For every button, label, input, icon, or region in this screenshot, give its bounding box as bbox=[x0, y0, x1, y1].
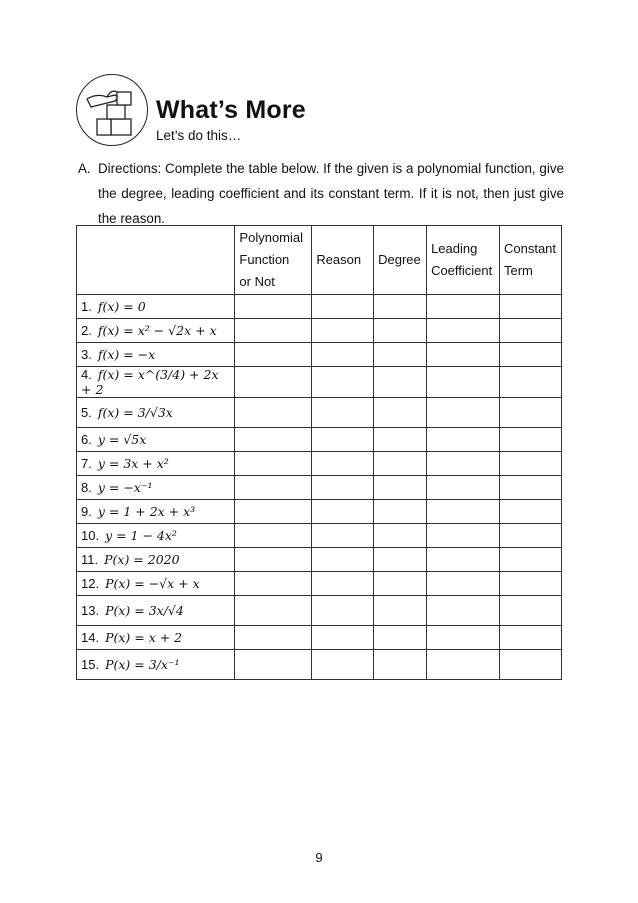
table-row bbox=[77, 626, 562, 650]
function-expression: y = 1 − 4x² bbox=[105, 528, 177, 543]
polynomial-answer-cell[interactable] bbox=[235, 650, 312, 680]
leading-coefficient-answer-cell[interactable] bbox=[427, 548, 500, 572]
degree-answer-cell[interactable] bbox=[374, 343, 427, 367]
leading-coefficient-answer-cell[interactable] bbox=[427, 343, 500, 367]
reason-answer-cell[interactable] bbox=[312, 367, 374, 398]
function-expression: P(x) = −√x + x bbox=[105, 576, 200, 591]
leading-coefficient-answer-cell[interactable] bbox=[427, 572, 500, 596]
item-number: 11. bbox=[81, 552, 99, 567]
constant-term-answer-cell[interactable] bbox=[499, 343, 561, 367]
constant-term-answer-cell[interactable] bbox=[499, 572, 561, 596]
item-number: 7. bbox=[81, 456, 92, 471]
polynomial-answer-cell[interactable] bbox=[235, 524, 312, 548]
item-number: 13. bbox=[81, 603, 100, 618]
table-body bbox=[77, 295, 562, 680]
reason-answer-cell[interactable] bbox=[312, 428, 374, 452]
leading-coefficient-answer-cell[interactable] bbox=[427, 596, 500, 626]
function-cell bbox=[77, 428, 235, 452]
header-polynomial-function: Polynomial Function or Not bbox=[235, 226, 312, 295]
leading-coefficient-answer-cell[interactable] bbox=[427, 398, 500, 428]
degree-answer-cell[interactable] bbox=[374, 428, 427, 452]
degree-answer-cell[interactable] bbox=[374, 524, 427, 548]
building-blocks-icon bbox=[76, 74, 148, 146]
constant-term-answer-cell[interactable] bbox=[499, 596, 561, 626]
degree-answer-cell[interactable] bbox=[374, 476, 427, 500]
function-cell bbox=[77, 524, 235, 548]
function-cell bbox=[77, 626, 235, 650]
constant-term-answer-cell[interactable] bbox=[499, 626, 561, 650]
item-number: 4. bbox=[81, 367, 92, 382]
function-cell bbox=[77, 343, 235, 367]
degree-answer-cell[interactable] bbox=[374, 572, 427, 596]
item-number: 14. bbox=[81, 630, 100, 645]
function-expression: f(x) = 0 bbox=[97, 299, 146, 314]
function-cell bbox=[77, 650, 235, 680]
constant-term-answer-cell[interactable] bbox=[499, 295, 561, 319]
table-row bbox=[77, 548, 562, 572]
polynomial-answer-cell[interactable] bbox=[235, 428, 312, 452]
table-row bbox=[77, 367, 562, 398]
constant-term-answer-cell[interactable] bbox=[499, 319, 561, 343]
function-expression: P(x) = x + 2 bbox=[105, 630, 183, 645]
leading-coefficient-answer-cell[interactable] bbox=[427, 319, 500, 343]
reason-answer-cell[interactable] bbox=[312, 319, 374, 343]
item-number: 6. bbox=[81, 432, 92, 447]
constant-term-answer-cell[interactable] bbox=[499, 500, 561, 524]
item-number: 9. bbox=[81, 504, 92, 519]
function-expression: f(x) = x^(3/4) + 2x + 2 bbox=[81, 367, 219, 397]
leading-coefficient-answer-cell[interactable] bbox=[427, 367, 500, 398]
reason-answer-cell[interactable] bbox=[312, 398, 374, 428]
polynomial-answer-cell[interactable] bbox=[235, 500, 312, 524]
constant-term-answer-cell[interactable] bbox=[499, 452, 561, 476]
polynomial-answer-cell[interactable] bbox=[235, 319, 312, 343]
polynomial-answer-cell[interactable] bbox=[235, 295, 312, 319]
reason-answer-cell[interactable] bbox=[312, 626, 374, 650]
header-constant-term: Constant Term bbox=[499, 226, 561, 295]
table-row bbox=[77, 319, 562, 343]
function-expression: f(x) = 3/√3x bbox=[97, 405, 173, 420]
degree-answer-cell[interactable] bbox=[374, 650, 427, 680]
degree-answer-cell[interactable] bbox=[374, 548, 427, 572]
function-expression: y = −x⁻¹ bbox=[97, 480, 153, 495]
polynomial-answer-cell[interactable] bbox=[235, 452, 312, 476]
constant-term-answer-cell[interactable] bbox=[499, 476, 561, 500]
function-expression: f(x) = x² − √2x + x bbox=[97, 323, 217, 338]
header-leading-coefficient: Leading Coefficient bbox=[427, 226, 500, 295]
table-row bbox=[77, 452, 562, 476]
header-degree: Degree bbox=[374, 226, 427, 295]
polynomial-answer-cell[interactable] bbox=[235, 343, 312, 367]
reason-answer-cell[interactable] bbox=[312, 343, 374, 367]
table-row bbox=[77, 428, 562, 452]
polynomial-answer-cell[interactable] bbox=[235, 476, 312, 500]
table-row bbox=[77, 524, 562, 548]
degree-answer-cell[interactable] bbox=[374, 367, 427, 398]
leading-coefficient-answer-cell[interactable] bbox=[427, 524, 500, 548]
polynomial-answer-cell[interactable] bbox=[235, 596, 312, 626]
reason-answer-cell[interactable] bbox=[312, 295, 374, 319]
polynomial-table bbox=[76, 225, 562, 680]
section-subtitle: Let’s do this… bbox=[156, 128, 242, 143]
leading-coefficient-answer-cell[interactable] bbox=[427, 650, 500, 680]
leading-coefficient-answer-cell[interactable] bbox=[427, 626, 500, 650]
degree-answer-cell[interactable] bbox=[374, 452, 427, 476]
function-cell bbox=[77, 319, 235, 343]
function-cell bbox=[77, 596, 235, 626]
table-row bbox=[77, 500, 562, 524]
table-row bbox=[77, 476, 562, 500]
table-row bbox=[77, 398, 562, 428]
section-title: What’s More bbox=[156, 96, 306, 124]
function-expression: P(x) = 3x/√4 bbox=[105, 603, 184, 618]
item-number: 5. bbox=[81, 405, 92, 420]
item-number: 12. bbox=[81, 576, 100, 591]
table-row bbox=[77, 295, 562, 319]
degree-answer-cell[interactable] bbox=[374, 319, 427, 343]
item-number: 15. bbox=[81, 657, 100, 672]
constant-term-answer-cell[interactable] bbox=[499, 428, 561, 452]
degree-answer-cell[interactable] bbox=[374, 626, 427, 650]
table-header-row bbox=[77, 226, 562, 295]
constant-term-answer-cell[interactable] bbox=[499, 398, 561, 428]
leading-coefficient-answer-cell[interactable] bbox=[427, 476, 500, 500]
function-cell bbox=[77, 367, 235, 398]
function-expression: P(x) = 3/x⁻¹ bbox=[105, 657, 180, 672]
reason-answer-cell[interactable] bbox=[312, 548, 374, 572]
reason-answer-cell[interactable] bbox=[312, 524, 374, 548]
polynomial-answer-cell[interactable] bbox=[235, 398, 312, 428]
leading-coefficient-answer-cell[interactable] bbox=[427, 452, 500, 476]
constant-term-answer-cell[interactable] bbox=[499, 650, 561, 680]
item-number: 3. bbox=[81, 347, 92, 362]
function-cell bbox=[77, 476, 235, 500]
leading-coefficient-answer-cell[interactable] bbox=[427, 428, 500, 452]
directions-letter: A. bbox=[78, 161, 91, 176]
section-header bbox=[76, 68, 556, 148]
reason-answer-cell[interactable] bbox=[312, 476, 374, 500]
header-cell-blank bbox=[77, 226, 235, 295]
item-number: 1. bbox=[81, 299, 92, 314]
function-cell bbox=[77, 572, 235, 596]
polynomial-answer-cell[interactable] bbox=[235, 626, 312, 650]
directions-text: Directions: Complete the table below. If the given is a polynomial function, give the degree, leading coefficient and its constant term. If it is not, then just give the reason. bbox=[98, 161, 564, 226]
function-cell bbox=[77, 295, 235, 319]
reason-answer-cell[interactable] bbox=[312, 650, 374, 680]
leading-coefficient-answer-cell[interactable] bbox=[427, 500, 500, 524]
function-expression: P(x) = 2020 bbox=[104, 552, 180, 567]
constant-term-answer-cell[interactable] bbox=[499, 367, 561, 398]
reason-answer-cell[interactable] bbox=[312, 500, 374, 524]
function-cell bbox=[77, 500, 235, 524]
degree-answer-cell[interactable] bbox=[374, 398, 427, 428]
table-row bbox=[77, 343, 562, 367]
function-expression: f(x) = −x bbox=[97, 347, 156, 362]
polynomial-answer-cell[interactable] bbox=[235, 548, 312, 572]
function-cell bbox=[77, 548, 235, 572]
leading-coefficient-answer-cell[interactable] bbox=[427, 295, 500, 319]
degree-answer-cell[interactable] bbox=[374, 295, 427, 319]
polynomial-answer-cell[interactable] bbox=[235, 367, 312, 398]
degree-answer-cell[interactable] bbox=[374, 596, 427, 626]
item-number: 10. bbox=[81, 528, 100, 543]
header-reason: Reason bbox=[312, 226, 374, 295]
degree-answer-cell[interactable] bbox=[374, 500, 427, 524]
function-expression: y = √5x bbox=[97, 432, 147, 447]
item-number: 2. bbox=[81, 323, 92, 338]
function-expression: y = 1 + 2x + x³ bbox=[97, 504, 196, 519]
page-number: 9 bbox=[315, 850, 323, 865]
constant-term-answer-cell[interactable] bbox=[499, 548, 561, 572]
item-number: 8. bbox=[81, 480, 92, 495]
reason-answer-cell[interactable] bbox=[312, 572, 374, 596]
constant-term-answer-cell[interactable] bbox=[499, 524, 561, 548]
reason-answer-cell[interactable] bbox=[312, 596, 374, 626]
function-cell bbox=[77, 452, 235, 476]
reason-answer-cell[interactable] bbox=[312, 452, 374, 476]
table-row bbox=[77, 596, 562, 626]
table-row bbox=[77, 650, 562, 680]
function-expression: y = 3x + x² bbox=[97, 456, 169, 471]
function-cell bbox=[77, 398, 235, 428]
polynomial-answer-cell[interactable] bbox=[235, 572, 312, 596]
table-row bbox=[77, 572, 562, 596]
